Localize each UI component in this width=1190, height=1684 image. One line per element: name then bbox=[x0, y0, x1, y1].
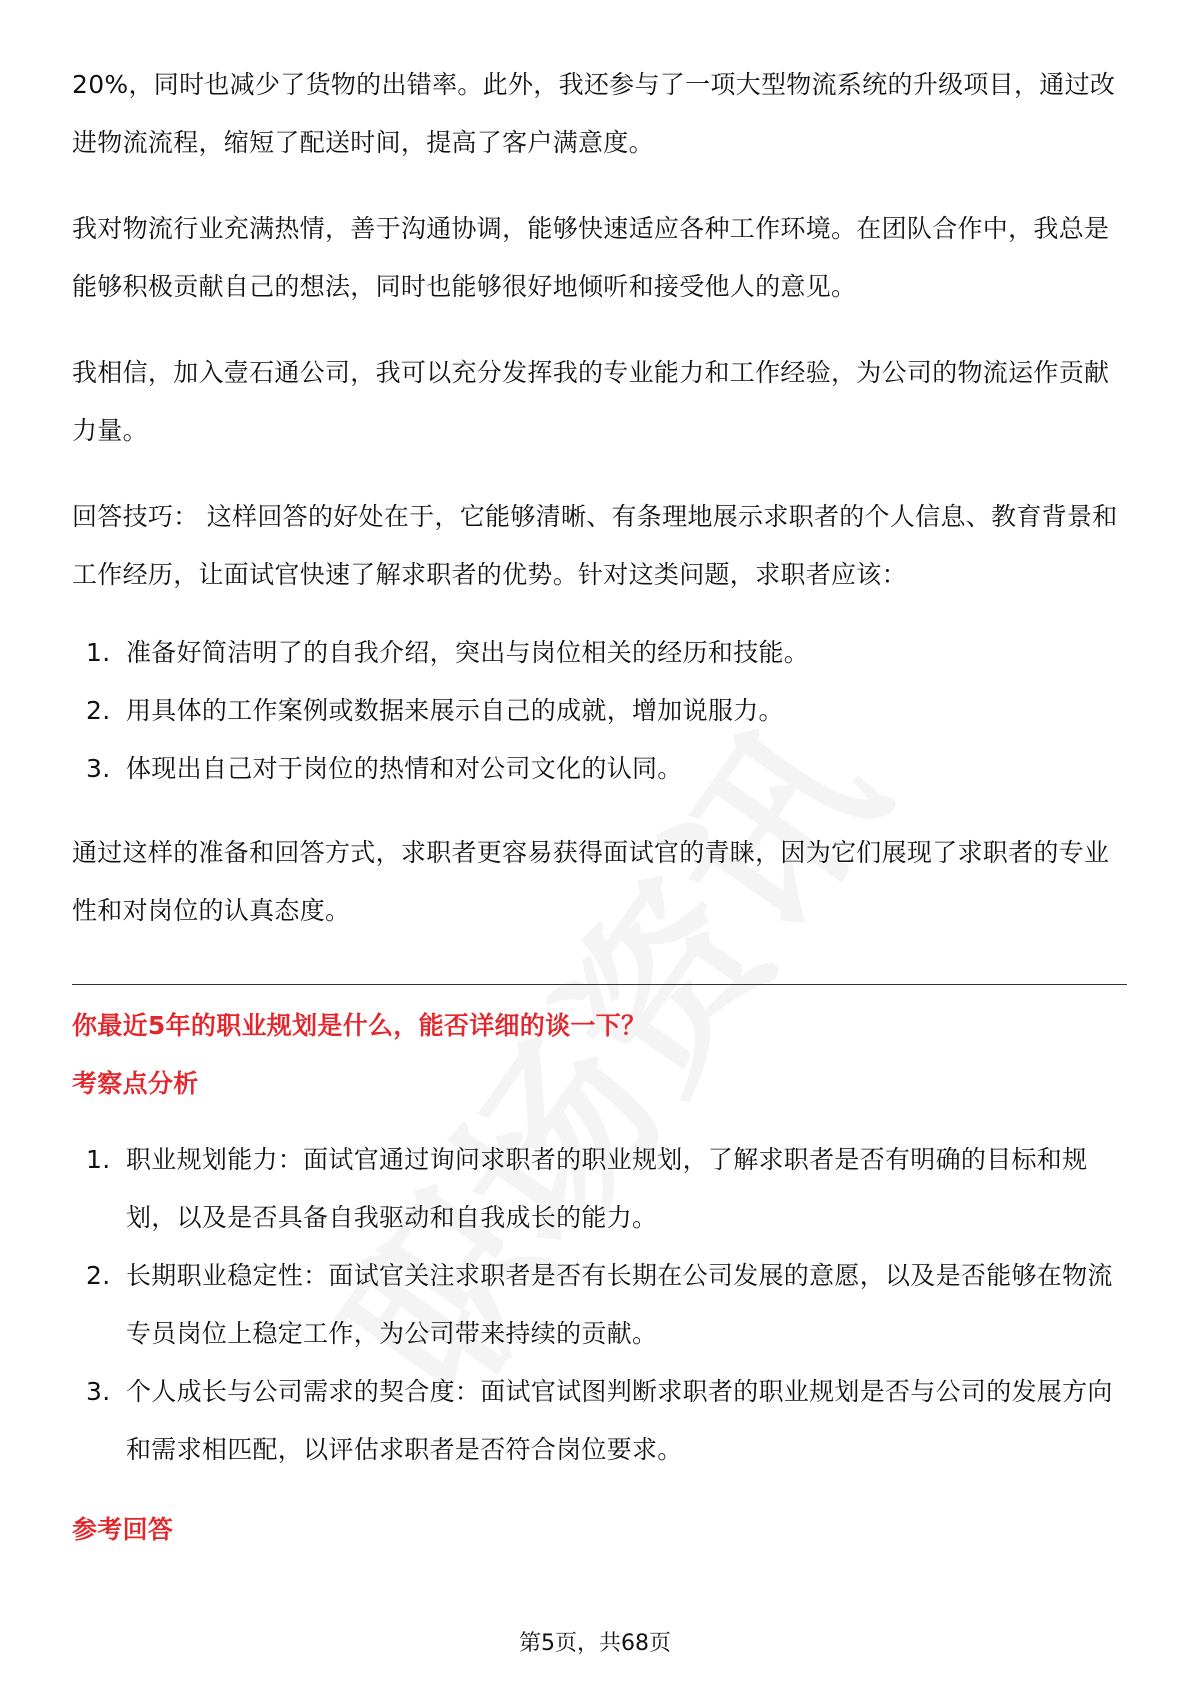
analysis-heading: 考察点分析 bbox=[72, 1069, 199, 1098]
list-item: 1. 准备好简洁明了的自我介绍，突出与岗位相关的经历和技能。 bbox=[86, 638, 810, 667]
analysis-list bbox=[72, 1131, 1127, 1479]
paragraph-tips-intro: 回答技巧： 这样回答的好处在于，它能够清晰、有条理地展示求职者的个人信息、教育背景和工作经历，让面试官快速了解求职者的优势。针对这类问题，求职者应该： bbox=[72, 502, 1118, 589]
document-page bbox=[72, 56, 1127, 1559]
paragraph-passion: 我对物流行业充满热情，善于沟通协调，能够快速适应各种工作环境。在团队合作中，我总是能够积极贡献自己的想法，同时也能够很好地倾听和接受他人的意见。 bbox=[72, 214, 1110, 301]
list-item: 2. 长期职业稳定性：面试官关注求职者是否有长期在公司发展的意愿，以及是否能够在物流专员岗位上稳定工作，为公司带来持续的贡献。 bbox=[86, 1261, 1113, 1348]
list-item: 2. 用具体的工作案例或数据来展示自己的成就，增加说服力。 bbox=[86, 696, 784, 725]
paragraph-conclusion: 通过这样的准备和回答方式，求职者更容易获得面试官的青睐，因为它们展现了求职者的专业性和对岗位的认真态度。 bbox=[72, 838, 1110, 925]
paragraph-belief: 我相信，加入壹石通公司，我可以充分发挥我的专业能力和工作经验，为公司的物流运作贡献力量。 bbox=[72, 358, 1110, 445]
list-item: 3. 体现出自己对于岗位的热情和对公司文化的认同。 bbox=[86, 754, 683, 783]
reference-heading: 参考回答 bbox=[72, 1515, 174, 1544]
tips-list bbox=[72, 624, 1127, 798]
list-item: 3. 个人成长与公司需求的契合度：面试官试图判断求职者的职业规划是否与公司的发展方向和需求相匹配，以评估求职者是否符合岗位要求。 bbox=[86, 1377, 1113, 1464]
page-number: 第5页，共68页 bbox=[519, 1631, 671, 1656]
list-item: 1. 职业规划能力：面试官通过询问求职者的职业规划，了解求职者是否有明确的目标和规划，以及是否具备自我驱动和自我成长的能力。 bbox=[86, 1145, 1088, 1232]
question-heading: 你最近5年的职业规划是什么，能否详细的谈一下？ bbox=[72, 1011, 647, 1040]
paragraph-experience: 20%，同时也减少了货物的出错率。此外，我还参与了一项大型物流系统的升级项目，通过改进物流流程，缩短了配送时间，提高了客户满意度。 bbox=[72, 70, 1116, 157]
